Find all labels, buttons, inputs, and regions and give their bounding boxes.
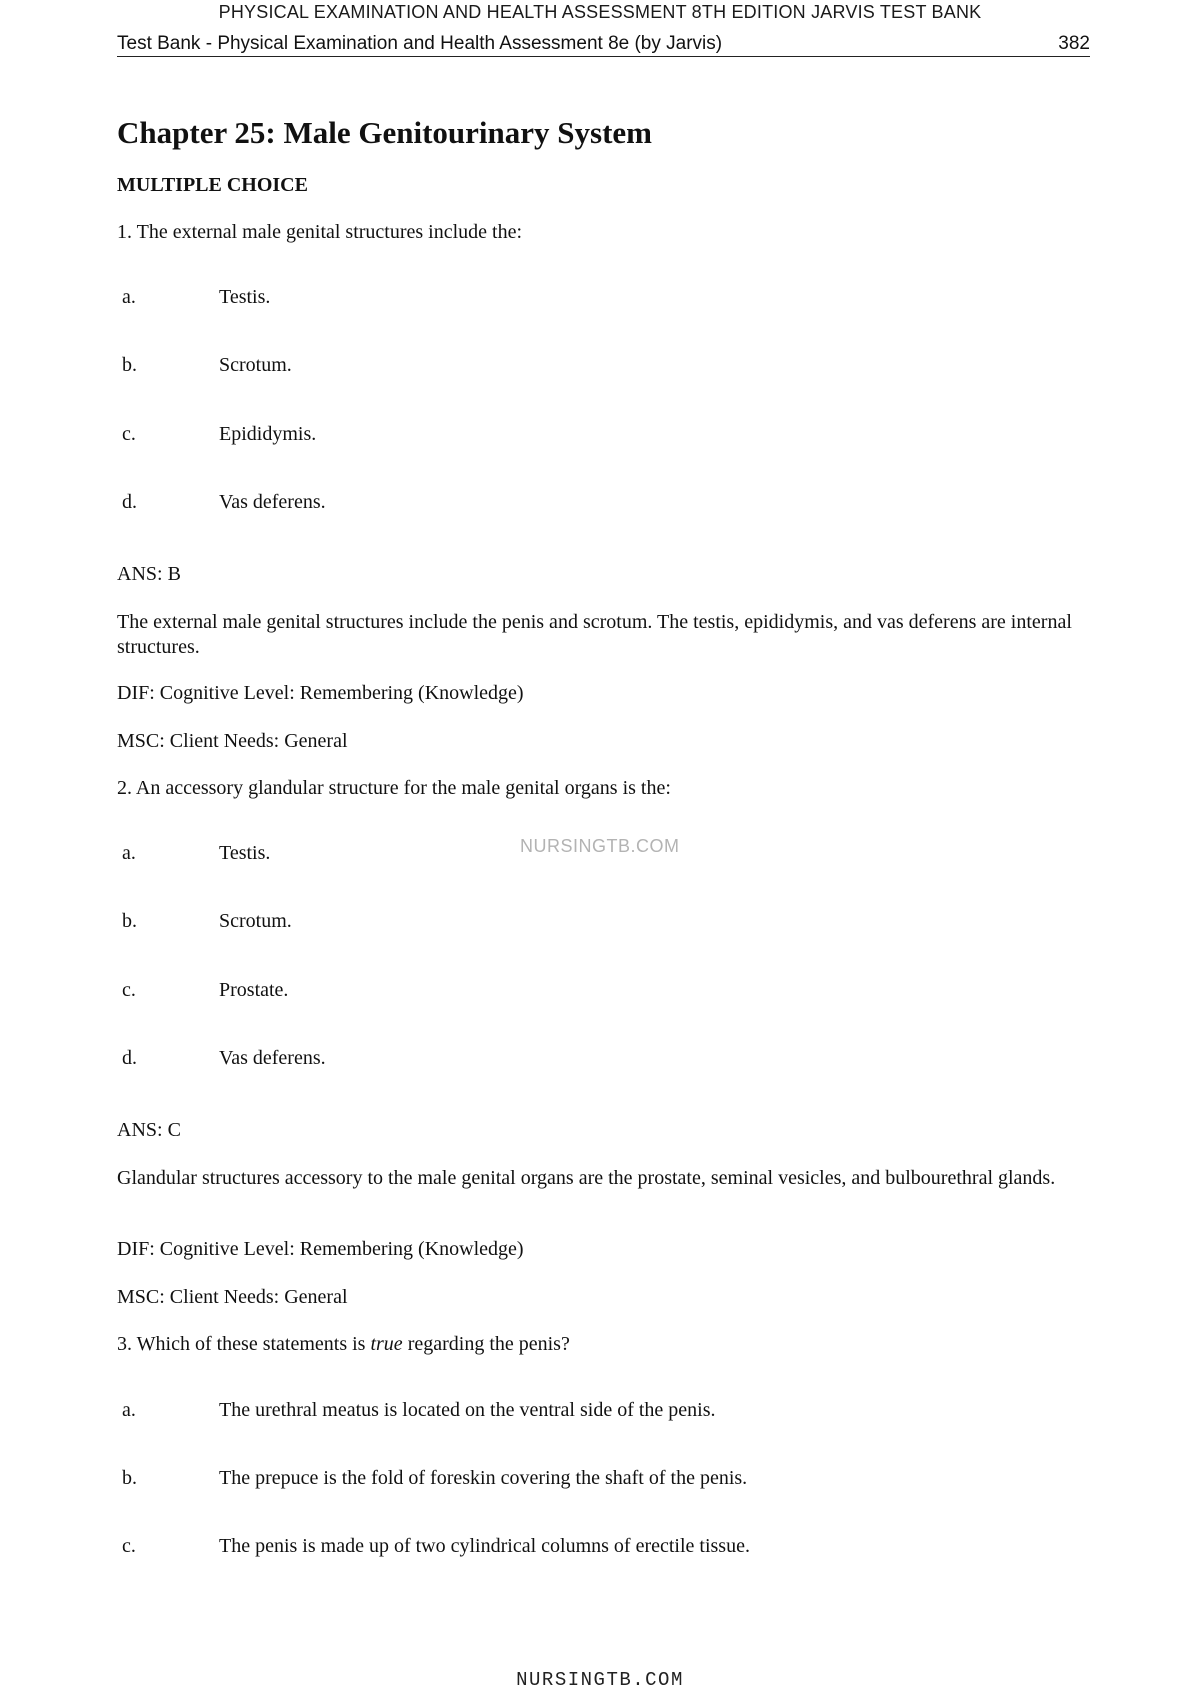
q1-option-b-letter: b. — [122, 354, 137, 376]
q2-option-d-letter: d. — [122, 1047, 137, 1069]
q2-option-d-text: Vas deferens. — [219, 1047, 326, 1069]
q3-stem-after: regarding the penis? — [407, 1333, 570, 1355]
q1-option-a-text: Testis. — [219, 286, 271, 308]
q3-stem-before: 3. Which of these statements is — [117, 1333, 366, 1355]
page-number: 382 — [1058, 33, 1090, 54]
q3-option-b-text: The prepuce is the fold of foreskin covering the shaft of the penis. — [219, 1467, 748, 1489]
q2-rationale: Glandular structures accessory to the male genital organs are the prostate, seminal vesicles, and bulbourethral glands. — [117, 1167, 1056, 1189]
footer-watermark: NURSINGTB.COM — [516, 1669, 684, 1691]
q2-option-c-letter: c. — [122, 979, 136, 1001]
q1-option-c-letter: c. — [122, 423, 136, 445]
q2-answer: ANS: C — [117, 1119, 181, 1141]
question-1-stem: 1. The external male genital structures include the: — [117, 221, 523, 243]
q3-option-b-letter: b. — [122, 1467, 137, 1489]
q3-option-c-letter: c. — [122, 1535, 136, 1557]
q1-option-b-text: Scrotum. — [219, 354, 292, 376]
q2-dif: DIF: Cognitive Level: Remembering (Knowledge) — [117, 1238, 524, 1260]
q1-option-d-letter: d. — [122, 491, 137, 513]
watermark: NURSINGTB.COM — [520, 836, 680, 856]
question-2-stem: 2. An accessory glandular structure for the male genital organs is the: — [117, 777, 671, 799]
running-header — [117, 32, 1090, 57]
top-banner: PHYSICAL EXAMINATION AND HEALTH ASSESSMENT 8TH EDITION JARVIS TEST BANK — [218, 2, 982, 22]
header-title: Test Bank - Physical Examination and Health Assessment 8e (by Jarvis) — [117, 33, 723, 54]
q2-option-b-letter: b. — [122, 910, 137, 932]
q1-dif: DIF: Cognitive Level: Remembering (Knowledge) — [117, 682, 524, 704]
q2-option-a-letter: a. — [122, 842, 136, 864]
section-heading: MULTIPLE CHOICE — [117, 174, 308, 196]
q1-answer: ANS: B — [117, 563, 181, 585]
q2-option-a-text: Testis. — [219, 842, 271, 864]
chapter-title: Chapter 25: Male Genitourinary System — [117, 115, 652, 150]
q3-option-c-text: The penis is made up of two cylindrical columns of erectile tissue. — [219, 1535, 750, 1557]
q1-msc: MSC: Client Needs: General — [117, 730, 348, 752]
q3-stem-emphasis: true — [370, 1333, 403, 1355]
q1-rationale: The external male genital structures include the penis and scrotum. The testis, epididymis, and vas deferens are internal structures. — [117, 611, 1072, 658]
q2-msc: MSC: Client Needs: General — [117, 1286, 348, 1308]
q2-option-b-text: Scrotum. — [219, 910, 292, 932]
q3-option-a-letter: a. — [122, 1399, 136, 1421]
q1-option-a-letter: a. — [122, 286, 136, 308]
q1-option-c-text: Epididymis. — [219, 423, 317, 445]
q1-option-d-text: Vas deferens. — [219, 491, 326, 513]
q3-option-a-text: The urethral meatus is located on the ventral side of the penis. — [219, 1399, 716, 1421]
q2-option-c-text: Prostate. — [219, 979, 289, 1001]
question-3-stem — [117, 1331, 570, 1357]
